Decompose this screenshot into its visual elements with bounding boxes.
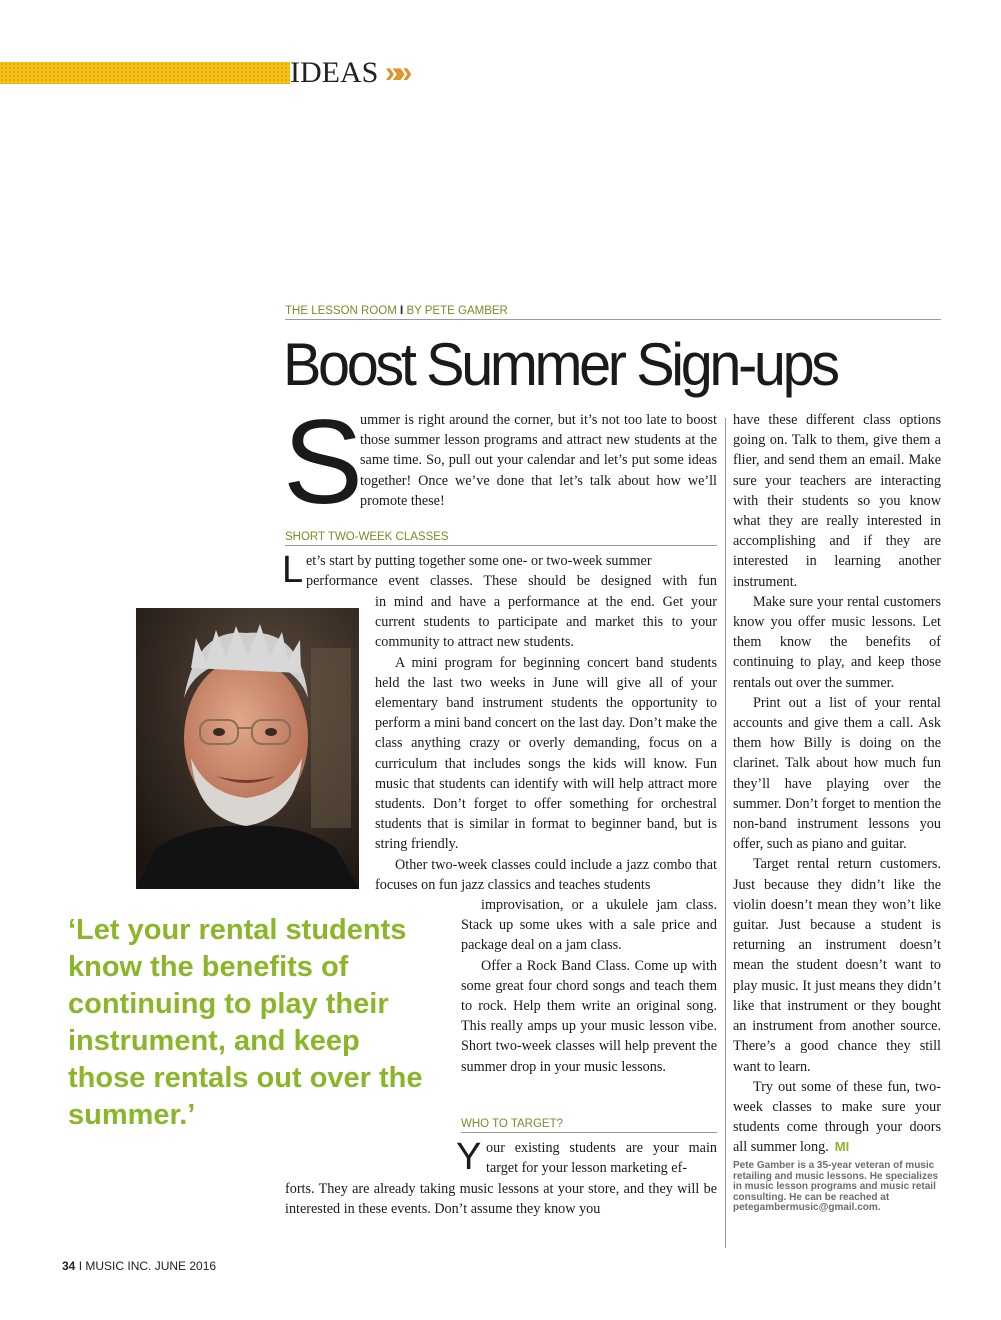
kicker-author: BY PETE GAMBER — [406, 305, 508, 317]
column-three: have these different class options going on. Talk to them, give them a flier, and send them an email. Make sure your teachers are interacting with their students so you know what they are really interested in accomplishing and if they are interested in learning another instrument. Make sure your rental customers know you offer music lessons. Let them know the benefits of continuing to play, and keep those rentals out over the summer. Print out a list of your rental accounts and give them a call. Ask them how Billy is doing on the clarinet. Talk about how much fun they’ll have playing over the summer. Don’t forget to mention the non-band instrument lessons you offer, such as piano and guitar. Target rental return customers. Just because they didn’t like the violin doesn’t mean they won’t like guitar. Just because a student is returning an instrument doesn’t mean the student doesn’t want to play music. It just means they didn’t like that instrument or they bought an instrument from another source. There’s a good chance they still want to learn. Try out some of these fun, two-week classes to make sure your students come through your doors all summer long. MI — [733, 410, 941, 1158]
section-drop-cap-y: Y — [456, 1136, 482, 1178]
s1-body-narrow: improvisation, or a ukulele jam class. Stack up some ukes with a sale price and package deal on a jam class. Offer a Rock Band Class. Come up with some great four chord songs and teach them to rock. Help them write an original song. This really amps up your music lesson vibe. Short two-week classes will help prevent the summer drop in your music lessons. — [461, 897, 717, 1075]
intro-paragraph: ummer is right around the corner, but it’s not too late to boost those summer lesson programs and attract new students at the same time. So, pull out your calendar and let’s put some ideas together! Once we’ve done that let’s talk about how we’ll promote these! — [360, 412, 717, 509]
s1-body: in mind and have a performance at the end. Get your current students to participate and market this to your community to attract new students. A mini program for beginning concert band students held the last two weeks in June will give all of your elementary band instrument students the opportunity to perform a mini band concert on the last day. Don’t make the class anything crazy or overly demanding, focus on a curriculum that includes songs the kids will know. Fun music that students can identify with will help attract more students. Don’t forget to offer something for orchestral students that is similar in format to beginner band, but is string friendly. Other two-week classes could include a jazz combo that focuses on fun jazz classics and teaches students — [375, 594, 717, 893]
end-mark: MI — [834, 1139, 850, 1155]
page-number: 34 — [62, 1259, 76, 1273]
intro-drop-cap: S — [283, 395, 364, 529]
column-divider — [725, 418, 726, 1248]
section-header-band — [0, 62, 290, 84]
section-title: IDEAS — [290, 56, 379, 89]
page-folio — [62, 1259, 216, 1273]
article-headline: Boost Summer Sign-ups — [283, 331, 837, 398]
kicker-separator: I — [400, 305, 404, 317]
chevron-right-icon: »» — [385, 56, 407, 89]
author-portrait-image — [136, 608, 359, 889]
article-kicker — [285, 305, 941, 320]
author-bio: Pete Gamber is a 35-year veteran of music retailing and music lessons. He specializes in music lesson programs and music retail consulting. He can be reached at petegambermusic@gmail.com. — [733, 1160, 939, 1213]
s2-body: forts. They are already taking music lessons at your store, and they will be interested in these events. Don’t assume they know you — [285, 1181, 717, 1218]
section-drop-cap-l: L — [282, 549, 304, 591]
subhead-short-classes: SHORT TWO-WEEK CLASSES — [285, 531, 717, 546]
s2-lead: our existing students are your main target for your lesson marketing ef- — [486, 1140, 717, 1177]
author-photo — [136, 608, 359, 889]
kicker-section: THE LESSON ROOM — [285, 305, 397, 317]
s1-lead-lines: et’s start by putting together some one- or two-week summer performance event classes. These should be designed with fun — [306, 553, 717, 590]
publication-info: I MUSIC INC. JUNE 2016 — [78, 1259, 217, 1273]
closing-paragraph: Try out some of these fun, two-week classes to make sure your students come through your doors all summer long. MI — [733, 1078, 941, 1156]
subhead-who-to-target: WHO TO TARGET? — [461, 1118, 717, 1133]
pull-quote: ‘Let your rental students know the benefits of continuing to play their instrument, and keep those rentals out over the summer.’ — [68, 914, 423, 1131]
